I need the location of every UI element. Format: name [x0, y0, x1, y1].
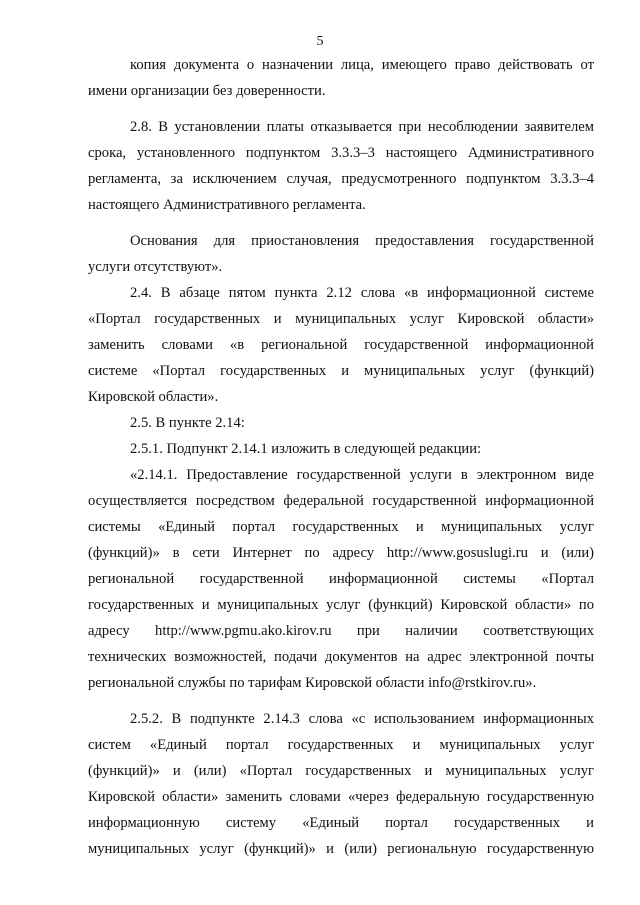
text-line: (функций)» в сети Интернет по адресу http://www.gosuslugi.ru и (или) — [88, 545, 594, 561]
page-number: 5 — [316, 34, 324, 49]
text-line: настоящего Административного регламента. — [88, 197, 366, 213]
paragraph-gap — [88, 104, 594, 114]
text-line: осуществляется посредством федеральной государственной информационной — [88, 493, 594, 509]
text-line: имени организации без доверенности. — [88, 83, 326, 99]
text-line: Кировской области». — [88, 389, 219, 405]
text-line: 2.5.1. Подпункт 2.14.1 изложить в следующей редакции: — [130, 441, 482, 457]
text-line: 2.8. В установлении платы отказывается при несоблюдении заявителем — [130, 119, 594, 135]
text-line: заменить словами «в региональной государственной информационной — [88, 337, 594, 353]
text-line: региональной службы по тарифам Кировской области info@rstkirov.ru». — [88, 675, 537, 691]
text-line: «Портал государственных и муниципальных услуг Кировской области» — [88, 311, 594, 327]
text-line: 2.4. В абзаце пятом пункта 2.12 слова «в информационной системе — [130, 285, 594, 301]
text-line: муниципальных услуг (функций)» и (или) региональную государственную — [88, 841, 594, 857]
text-line: (функций)» и (или) «Портал государственных и муниципальных услуг — [88, 763, 594, 779]
text-line: системы «Единый портал государственных и муниципальных услуг — [88, 519, 594, 535]
paragraph-gap — [88, 218, 594, 228]
text-line: системе «Портал государственных и муниципальных услуг (функций) — [88, 363, 594, 379]
paragraph-gap — [88, 696, 594, 706]
text-line: государственных и муниципальных услуг (функций) Кировской области» по — [88, 597, 594, 613]
text-line: срока, установленного подпунктом 3.3.3–3 настоящего Административного — [88, 145, 594, 161]
text-line: региональной государственной информационной системы «Портал — [88, 571, 594, 587]
document-body — [88, 52, 594, 862]
text-line: систем «Единый портал государственных и муниципальных услуг — [88, 737, 594, 753]
text-line: «2.14.1. Предоставление государственной услуги в электронном виде — [130, 467, 594, 483]
text-line: 2.5.2. В подпункте 2.14.3 слова «с использованием информационных — [130, 711, 594, 727]
text-line: копия документа о назначении лица, имеющего право действовать от — [130, 57, 594, 73]
text-line: Кировской области» заменить словами «через федеральную государственную — [88, 789, 594, 805]
text-line: технических возможностей, подачи документов на адрес электронной почты — [88, 649, 594, 665]
text-line: регламента, за исключением случая, предусмотренного подпунктом 3.3.3–4 — [88, 171, 594, 187]
text-line: информационную систему «Единый портал государственных и — [88, 815, 594, 831]
text-line: Основания для приостановления предоставления государственной — [130, 233, 594, 249]
text-line: услуги отсутствуют». — [88, 259, 223, 275]
text-line: адресу http://www.pgmu.ako.kirov.ru при наличии соответствующих — [88, 623, 594, 639]
text-line: 2.5. В пункте 2.14: — [130, 415, 245, 431]
